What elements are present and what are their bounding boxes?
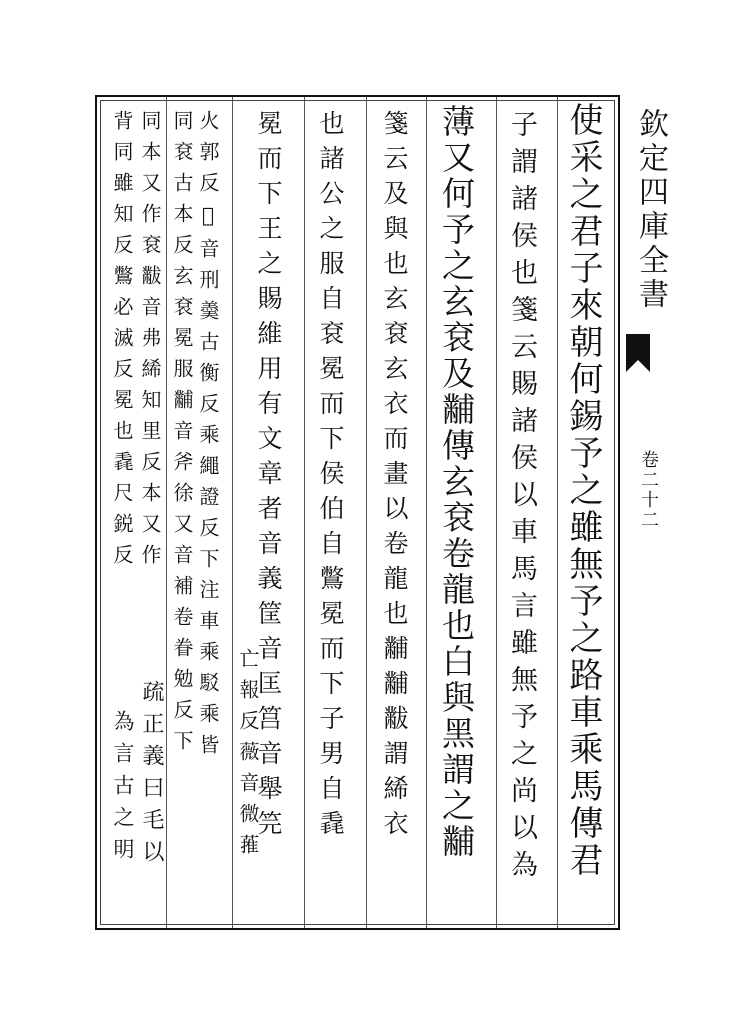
column-rule <box>232 97 233 928</box>
annotation-column-8: 同袞古本反玄袞冕服黼音斧徐又音補卷眷勉反下 <box>170 110 194 761</box>
commentary-column-9b: 疏正義曰毛以 <box>139 680 164 872</box>
volume-label: 卷二十二 <box>638 450 659 530</box>
commentary-column-10b: 為言古之明 <box>111 710 135 870</box>
book-title: 欽定四庫全書 <box>633 108 668 312</box>
text-column-2: 子謂諸侯也箋云賜諸侯以車馬言雖無予之尚以為 <box>506 110 537 887</box>
text-column-4: 箋云及與也玄袞玄衣而畫以卷龍也黼黼黻謂絺衣 <box>380 110 409 845</box>
annotation-column-9: 同本又作袞黻音弗絺知里反本又作 <box>138 110 162 575</box>
annotation-column-6b: 亡報反薇音微蓷 <box>236 648 260 865</box>
text-column-5: 也諸公之服自袞冕而下侯伯自鷩冕而下子男自毳 <box>316 110 345 845</box>
text-column-1: 使采之君子來朝何錫予之雖無予之路車乘馬傳君 <box>563 102 603 879</box>
annotation-column-7: 火郭反𠜂音刑羮古衡反乘繩證反下注車乘駁乘皆 <box>196 110 220 765</box>
column-rule <box>426 97 427 928</box>
column-rule <box>557 97 558 928</box>
text-column-6: 冕而下王之賜維用有文章者音義筐音匡筥音舉笎 <box>254 110 283 845</box>
column-rule <box>366 97 367 928</box>
column-rule <box>304 97 305 928</box>
text-column-3: 薄又何予之玄袞及黼傳玄袞卷龍也白與黑謂之黼 <box>437 104 476 860</box>
fish-tail-mark-icon <box>624 332 652 374</box>
column-rule <box>496 97 497 928</box>
column-rule <box>166 97 167 928</box>
annotation-column-10: 背同雖知反鷩必滅反冕也毳尺鋭反 <box>110 110 134 575</box>
